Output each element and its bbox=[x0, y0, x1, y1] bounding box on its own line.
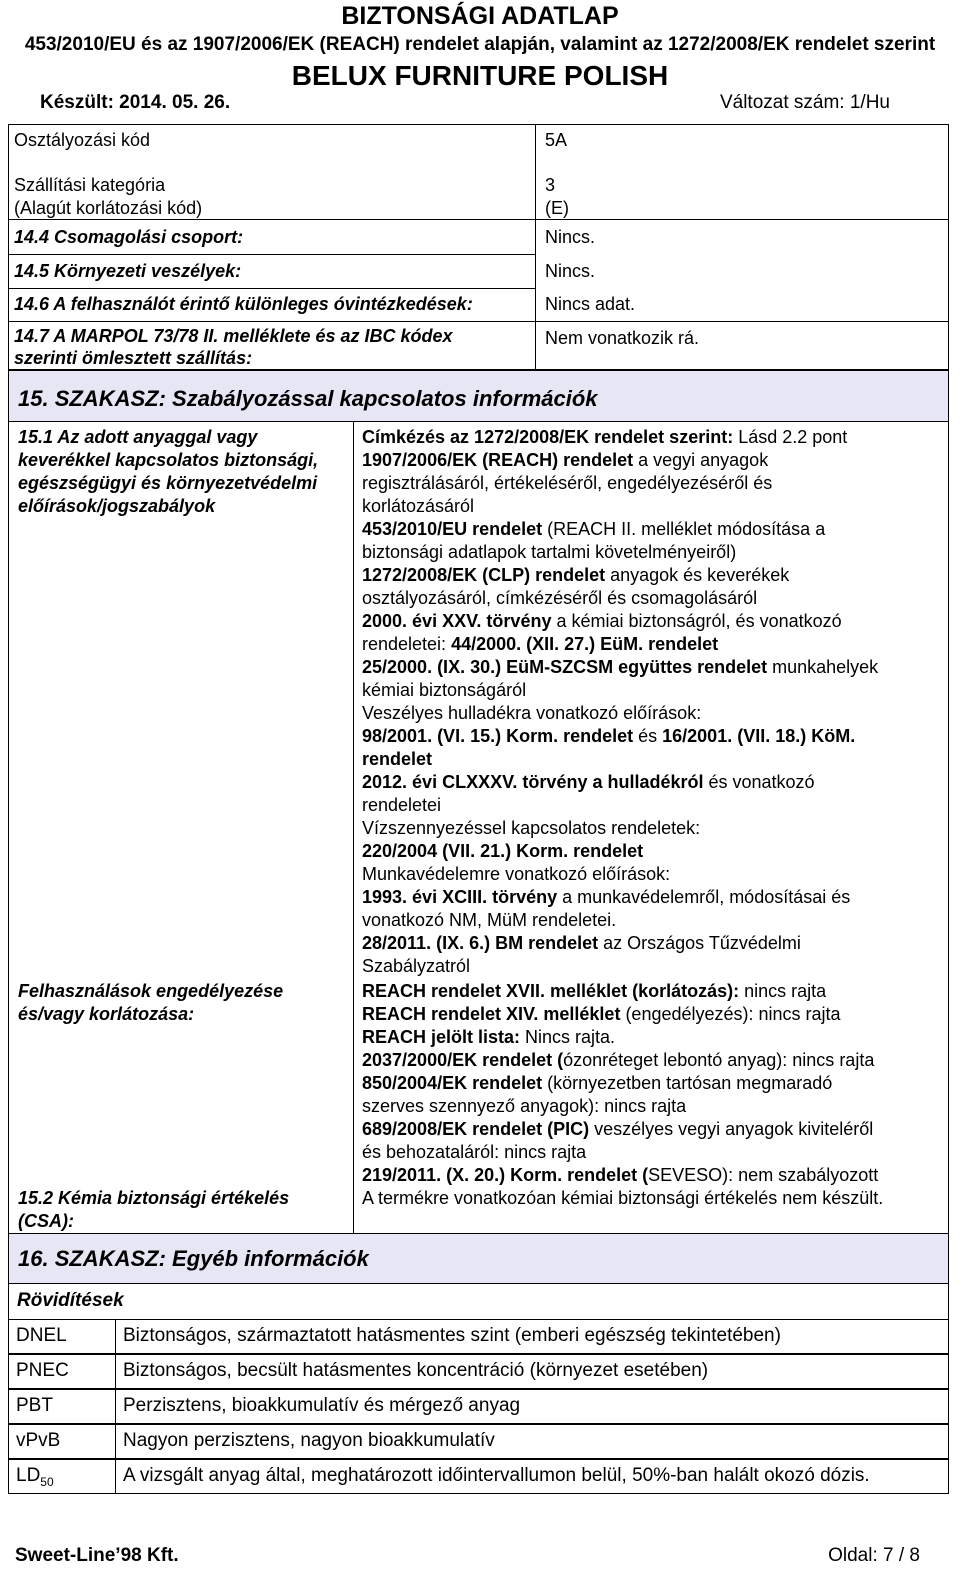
regulation-text: regisztrálásáról, értékeléséről, engedélyezéséről és bbox=[362, 473, 773, 493]
environmental-hazards-value: Nincs. bbox=[545, 261, 596, 281]
label-line: 15.1 Az adott anyaggal vagy bbox=[18, 427, 258, 447]
regulation-text: rendeletei: bbox=[362, 634, 452, 654]
regulation-text: (REACH II. melléklet módosítása a bbox=[542, 519, 826, 539]
regulation-text: a kémiai biztonságról, és vonatkozó bbox=[551, 611, 842, 631]
regulation-line bbox=[362, 840, 878, 863]
abbreviation-divider bbox=[115, 1320, 116, 1353]
regulation-text: Lásd 2.2 pont bbox=[733, 427, 848, 447]
regulation-reference: 2037/2000/EK rendelet ( bbox=[362, 1050, 564, 1070]
abbreviation-row bbox=[8, 1354, 949, 1389]
regulation-text: SEVESO): nem szabályozott bbox=[648, 1165, 879, 1185]
regulation-text: (környezetben tartósan megmaradó bbox=[542, 1073, 833, 1093]
product-name: BELUX FURNITURE POLISH bbox=[291, 60, 669, 91]
marpol-value: Nem vonatkozik rá. bbox=[545, 328, 700, 348]
regulation-reference: Címkézés az 1272/2008/EK rendelet szerint: bbox=[362, 427, 734, 447]
uses-restrictions-label bbox=[18, 980, 283, 1026]
regulation-line bbox=[362, 955, 878, 978]
abbreviations-heading-row bbox=[8, 1283, 949, 1320]
regulation-line bbox=[362, 1072, 878, 1095]
regulation-text: ózonréteget lebontó anyag): nincs rajta bbox=[563, 1050, 875, 1070]
footer-page-number: Oldal: 7 / 8 bbox=[828, 1545, 920, 1566]
regulation-text: Vízszennyezéssel kapcsolatos rendeletek: bbox=[362, 818, 701, 838]
regulation-text: a munkavédelemről, módosításai és bbox=[557, 887, 851, 907]
section-16-title: 16. SZAKASZ: Egyéb információk bbox=[18, 1246, 369, 1271]
regulation-reference: 98/2001. (VI. 15.) Korm. rendelet bbox=[362, 726, 634, 746]
regulation-reference: 16/2001. (VII. 18.) KöM. bbox=[662, 726, 856, 746]
regulation-text: Nincs rajta. bbox=[520, 1027, 616, 1047]
regulation-reference: REACH rendelet XIV. melléklet bbox=[362, 1004, 621, 1024]
abbreviation-subscript: 50 bbox=[40, 1474, 54, 1489]
abbreviation-definition: A vizsgált anyag által, meghatározott időintervallumon belül, 50%-ban halált okozó dózis. bbox=[123, 1465, 870, 1486]
marpol-label-line-2: szerinti ömlesztett szállítás: bbox=[14, 348, 253, 368]
abbreviation-definition: Perzisztens, bioakkumulatív és mérgező anyag bbox=[123, 1395, 521, 1416]
regulations-label bbox=[18, 426, 318, 518]
created-date: Készült: 2014. 05. 26. bbox=[40, 92, 231, 113]
regulation-reference: 28/2011. (IX. 6.) BM rendelet bbox=[362, 933, 599, 953]
uses-restrictions-list bbox=[362, 980, 878, 1187]
regulation-reference: 2012. évi CLXXXV. törvény a hulladékról bbox=[362, 772, 704, 792]
regulation-line bbox=[362, 980, 878, 1003]
packing-group-value: Nincs. bbox=[545, 227, 596, 247]
regulation-reference: 1272/2008/EK (CLP) rendelet bbox=[362, 565, 606, 585]
regulation-reference: REACH jelölt lista: bbox=[362, 1027, 521, 1047]
regulation-text: osztályozásáról, címkézéséről és csomagolásáról bbox=[362, 588, 758, 608]
regulation-line bbox=[362, 725, 878, 748]
special-precautions-label: 14.6 A felhasználót érintő különleges óvintézkedések: bbox=[14, 294, 473, 314]
regulation-text: (engedélyezés): nincs rajta bbox=[620, 1004, 841, 1024]
regulation-line bbox=[362, 1003, 878, 1026]
regulation-text: és behozataláról: nincs rajta bbox=[362, 1142, 587, 1162]
regulation-reference: 1907/2006/EK (REACH) rendelet bbox=[362, 450, 634, 470]
abbreviation-divider bbox=[115, 1355, 116, 1388]
regulation-reference: 219/2011. (X. 20.) Korm. rendelet ( bbox=[362, 1165, 649, 1185]
regulation-text: biztonsági adatlapok tartalmi követelményeiről) bbox=[362, 542, 737, 562]
regulation-line bbox=[362, 932, 878, 955]
regulation-line bbox=[362, 863, 878, 886]
regulation-text: anyagok és keverékek bbox=[605, 565, 790, 585]
regulation-text: Munkavédelemre vonatkozó előírások: bbox=[362, 864, 671, 884]
tunnel-code-value: (E) bbox=[545, 198, 569, 218]
abbreviation-divider bbox=[115, 1460, 116, 1493]
regulation-text: vonatkozó NM, MüM rendeletei. bbox=[362, 910, 617, 930]
regulation-line bbox=[362, 1095, 878, 1118]
abbreviation-row bbox=[8, 1389, 949, 1424]
regulations-list bbox=[362, 426, 878, 978]
regulation-text: munkahelyek bbox=[767, 657, 879, 677]
regulation-text: szerves szennyező anyagok): nincs rajta bbox=[362, 1096, 687, 1116]
regulation-line bbox=[362, 748, 878, 771]
abbreviation-term: PBT bbox=[16, 1395, 53, 1416]
abbreviation-term: $LD_{50}$ bbox=[16, 1465, 54, 1489]
footer-company: Sweet-Line’98 Kft. bbox=[15, 1545, 179, 1566]
regulation-line bbox=[362, 472, 878, 495]
regulation-text: korlátozásáról bbox=[362, 496, 475, 516]
special-precautions-value: Nincs adat. bbox=[545, 294, 636, 314]
regulation-reference: 44/2000. (XII. 27.) EüM. rendelet bbox=[451, 634, 719, 654]
abbreviations-heading: Rövidítések bbox=[17, 1290, 124, 1311]
label-line: (CSA): bbox=[18, 1211, 74, 1231]
regulation-line bbox=[362, 541, 878, 564]
regulation-text: a vegyi anyagok bbox=[633, 450, 769, 470]
abbreviation-definition: Nagyon perzisztens, nagyon bioakkumulatív bbox=[123, 1430, 495, 1451]
label-line: keverékkel kapcsolatos biztonsági, bbox=[18, 450, 319, 470]
abbreviation-term: DNEL bbox=[16, 1325, 67, 1346]
regulation-reference: REACH rendelet XVII. melléklet (korlátozás): bbox=[362, 981, 740, 1001]
regulation-text: nincs rajta bbox=[739, 981, 827, 1001]
regulation-line bbox=[362, 1164, 878, 1187]
label-line: és/vagy korlátozása: bbox=[18, 1004, 195, 1024]
regulation-line bbox=[362, 771, 878, 794]
abbreviation-row bbox=[8, 1459, 949, 1494]
regulation-line bbox=[362, 886, 878, 909]
packing-group-label: 14.4 Csomagolási csoport: bbox=[14, 227, 244, 247]
environmental-hazards-label: 14.5 Környezeti veszélyek: bbox=[14, 261, 242, 281]
regulation-text: és bbox=[633, 726, 663, 746]
version-number: Változat szám: 1/Hu bbox=[719, 92, 890, 113]
regulation-line bbox=[362, 656, 878, 679]
regulation-line bbox=[362, 633, 878, 656]
class-code-label: Osztályozási kód bbox=[14, 130, 151, 150]
abbreviation-definition: Biztonságos, becsült hatásmentes koncentráció (környezet esetében) bbox=[123, 1360, 709, 1381]
regulation-text: Szabályzatról bbox=[362, 956, 471, 976]
regulation-line bbox=[362, 679, 878, 702]
tunnel-code-label: (Alagút korlátozási kód) bbox=[14, 198, 203, 218]
regulation-reference: 25/2000. (IX. 30.) EüM-SZCSM együttes rendelet bbox=[362, 657, 768, 677]
regulation-line bbox=[362, 449, 878, 472]
marpol-label-line-1: 14.7 A MARPOL 73/78 II. melléklete és az IBC kódex bbox=[14, 326, 453, 346]
regulation-text: az Országos Tűzvédelmi bbox=[598, 933, 801, 953]
section-15-title: 15. SZAKASZ: Szabályozással kapcsolatos információk bbox=[18, 386, 598, 411]
abbreviation-divider bbox=[115, 1390, 116, 1423]
regulation-reference: 453/2010/EU rendelet bbox=[362, 519, 543, 539]
regulation-reference: 2000. évi XXV. törvény bbox=[362, 611, 552, 631]
regulation-line bbox=[362, 817, 878, 840]
transport-category-value: 3 bbox=[545, 175, 556, 195]
transport-row-divider bbox=[8, 321, 949, 322]
regulation-reference: 689/2008/EK rendelet (PIC) bbox=[362, 1119, 590, 1139]
regulation-reference: rendelet bbox=[362, 749, 433, 769]
chemical-safety-assessment-label bbox=[18, 1187, 289, 1233]
regulation-reference: 220/2004 (VII. 21.) Korm. rendelet bbox=[362, 841, 644, 861]
regulation-line bbox=[362, 909, 878, 932]
abbreviation-divider bbox=[115, 1425, 116, 1458]
abbreviation-row bbox=[8, 1424, 949, 1459]
regulation-reference: 850/2004/EK rendelet bbox=[362, 1073, 543, 1093]
transport-column-divider bbox=[535, 124, 536, 370]
class-code-value: 5A bbox=[545, 130, 568, 150]
abbreviation-definition: Biztonságos, származtatott hatásmentes szint (emberi egészség tekintetében) bbox=[123, 1325, 781, 1346]
label-line: előírások/jogszabályok bbox=[18, 496, 216, 516]
regulation-line bbox=[362, 587, 878, 610]
abbreviation-term: vPvB bbox=[16, 1430, 61, 1451]
regulation-text: kémiai biztonságáról bbox=[362, 680, 527, 700]
regulation-line bbox=[362, 794, 878, 817]
regulation-subtitle: 453/2010/EU és az 1907/2006/EK (REACH) rendelet alapján, valamint az 1272/2008/EK rendelet szerint bbox=[24, 34, 936, 55]
transport-row-divider bbox=[8, 288, 535, 289]
regulation-line bbox=[362, 564, 878, 587]
section-15-column-divider bbox=[353, 421, 354, 1234]
regulation-reference: 1993. évi XCIII. törvény bbox=[362, 887, 558, 907]
transport-category-label: Szállítási kategória bbox=[14, 175, 166, 195]
label-line: egészségügyi és környezetvédelmi bbox=[18, 473, 318, 493]
regulation-line bbox=[362, 1026, 878, 1049]
section-15-header bbox=[8, 370, 949, 422]
regulation-line bbox=[362, 495, 878, 518]
label-line: 15.2 Kémia biztonsági értékelés bbox=[18, 1188, 290, 1208]
transport-row-divider bbox=[8, 254, 535, 255]
regulation-text: Veszélyes hulladékra vonatkozó előírások: bbox=[362, 703, 702, 723]
abbreviation-term: PNEC bbox=[16, 1360, 69, 1381]
document-title: BIZTONSÁGI ADATLAP bbox=[341, 2, 619, 30]
regulation-line bbox=[362, 1141, 878, 1164]
regulation-text: veszélyes vegyi anyagok kiviteléről bbox=[589, 1119, 874, 1139]
regulation-line bbox=[362, 610, 878, 633]
regulation-line bbox=[362, 1118, 878, 1141]
regulation-text: és vonatkozó bbox=[703, 772, 815, 792]
regulation-line bbox=[362, 702, 878, 725]
section-16-header bbox=[8, 1233, 949, 1284]
regulation-line bbox=[362, 426, 878, 449]
chemical-safety-assessment-value: A termékre vonatkozóan kémiai biztonsági értékelés nem készült. bbox=[362, 1188, 884, 1208]
regulation-line bbox=[362, 1049, 878, 1072]
regulation-text: rendeletei bbox=[362, 795, 442, 815]
regulation-line bbox=[362, 518, 878, 541]
abbreviation-row bbox=[8, 1319, 949, 1354]
label-line: Felhasználások engedélyezése bbox=[18, 981, 284, 1001]
